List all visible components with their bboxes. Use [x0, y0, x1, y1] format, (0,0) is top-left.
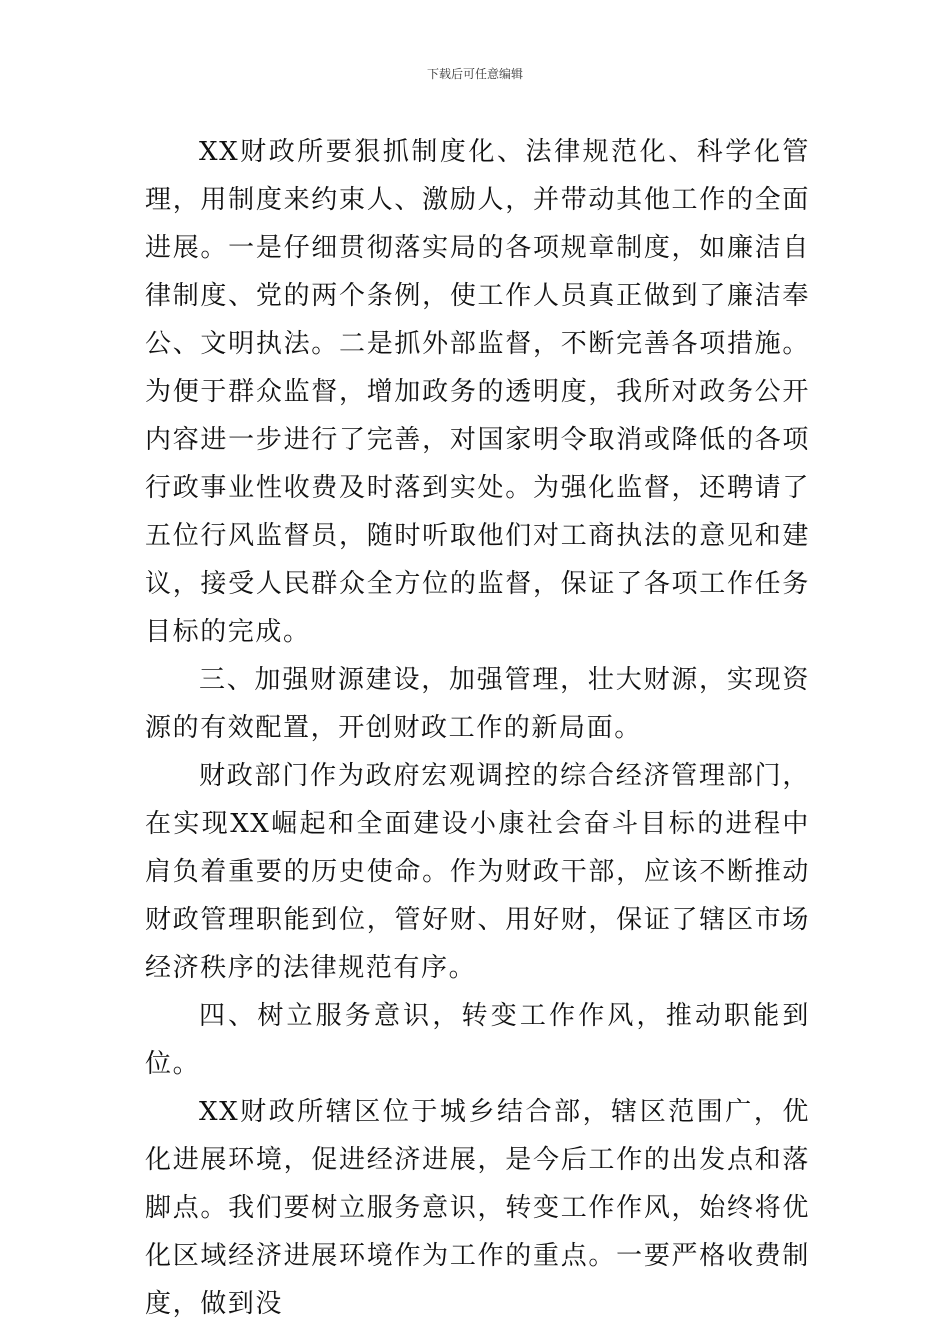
paragraph-finance-department: 财政部门作为政府宏观调控的综合经济管理部门，在实现XX崛起和全面建设小康社会奋斗目标的进程中肩负着重要的历史使命。作为财政干部，应该不断推动财政管理职能到位，管好财、用好财，保证了辖区市场经济秩序的法律规范有序。	[145, 761, 810, 983]
page-header-note: 下载后可任意编辑	[426, 67, 523, 81]
heading-section-three: 三、加强财源建设，加强管理，壮大财源，实现资源的有效配置，开创财政工作的新局面。	[145, 665, 810, 743]
document-body	[145, 128, 810, 1328]
heading-section-four: 四、树立服务意识，转变工作作风，推动职能到位。	[145, 1001, 810, 1079]
paragraph-service-awareness: XX财政所辖区位于城乡结合部，辖区范围广，优化进展环境，促进经济进展，是今后工作的出发点和落脚点。我们要树立服务意识，转变工作作风，始终将优化区域经济进展环境作为工作的重点。一要严格收费制度，做到没	[145, 1097, 810, 1319]
paragraph-system-management: XX财政所要狠抓制度化、法律规范化、科学化管理，用制度来约束人、激励人，并带动其他工作的全面进展。一是仔细贯彻落实局的各项规章制度，如廉洁自律制度、党的两个条例，使工作人员真正做到了廉洁奉公、文明执法。二是抓外部监督，不断完善各项措施。为便于群众监督，增加政务的透明度，我所对政务公开内容进一步进行了完善，对国家明令取消或降低的各项行政事业性收费及时落到实处。为强化监督，还聘请了五位行风监督员，随时听取他们对工商执法的意见和建议，接受人民群众全方位的监督，保证了各项工作任务目标的完成。	[145, 137, 810, 647]
